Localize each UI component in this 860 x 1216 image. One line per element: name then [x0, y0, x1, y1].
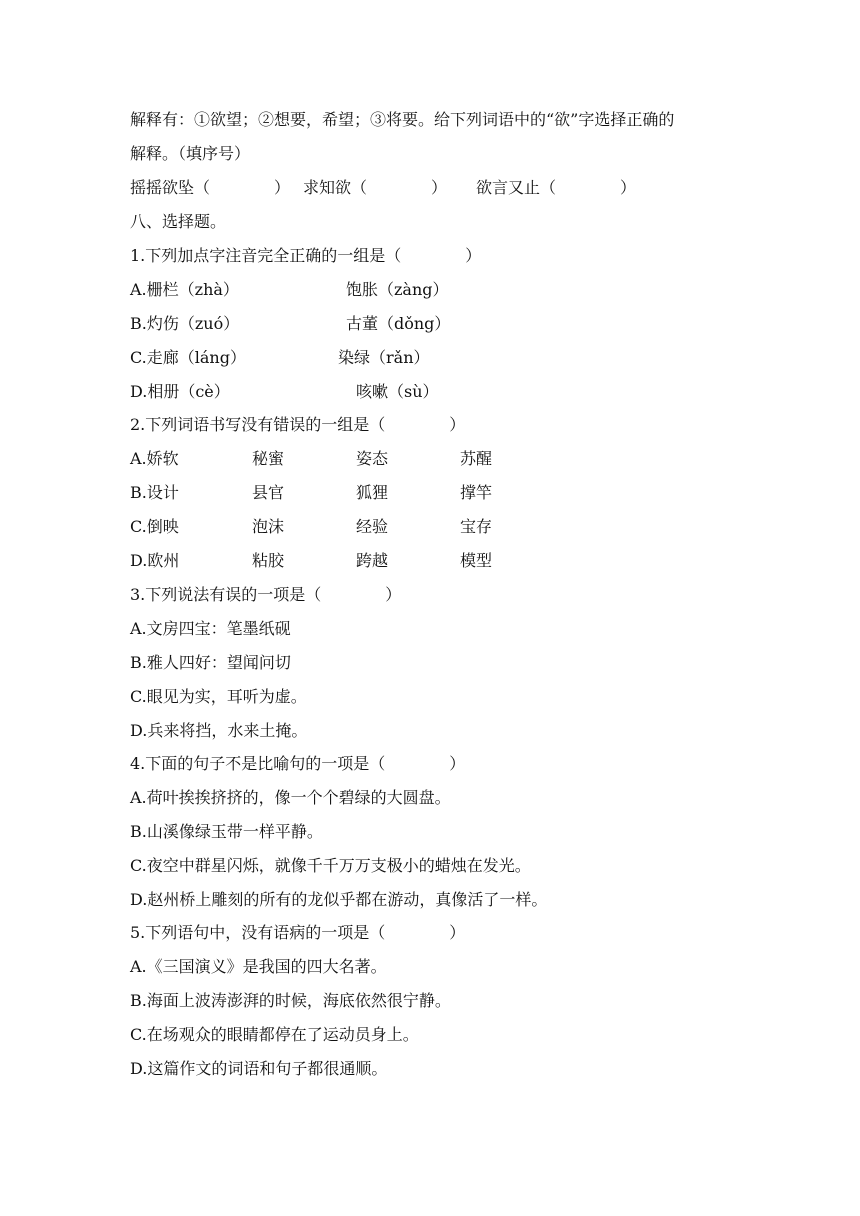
option-text: D.相册（cè） — [130, 382, 230, 401]
question-2-stem: 2.下列词语书写没有错误的一组是（ ） — [130, 415, 466, 434]
question-3-option-a: A.文房四宝：笔墨纸砚 — [130, 619, 291, 638]
option-text: 古董（dǒng） — [346, 314, 451, 333]
option-word: 狐狸 — [356, 483, 389, 502]
question-3-option-d: D.兵来将挡，水来土掩。 — [130, 721, 308, 740]
option-text: 咳嗽（sù） — [356, 382, 439, 401]
intro-item-1: 摇摇欲坠（ ） — [130, 178, 291, 197]
option-word: 秘蜜 — [252, 449, 285, 468]
option-word: 粘胶 — [252, 551, 285, 570]
question-5-option-b: B.海面上波涛澎湃的时候，海底依然很宁静。 — [130, 991, 451, 1010]
option-word: 跨越 — [356, 551, 389, 570]
intro-item-2: 求知欲（ ） — [303, 178, 448, 197]
option-text: C.倒映 — [130, 517, 179, 536]
question-3-stem: 3.下列说法有误的一项是（ ） — [130, 585, 402, 604]
option-text: A.娇软 — [130, 449, 179, 468]
question-5-option-a: A.《三国演义》是我国的四大名著。 — [130, 957, 387, 976]
option-word: 模型 — [460, 551, 493, 570]
question-4-option-b: B.山溪像绿玉带一样平静。 — [130, 822, 323, 841]
intro-line-2: 解释。（填序号） — [130, 144, 251, 163]
option-word: 县官 — [252, 483, 285, 502]
option-text: A.栅栏（zhà） — [130, 280, 239, 299]
option-word: 泡沫 — [252, 517, 285, 536]
option-word: 撑竿 — [460, 483, 493, 502]
option-word: 姿态 — [356, 449, 389, 468]
intro-item-3: 欲言又止（ ） — [476, 178, 637, 197]
question-3-option-b: B.雅人四好：望闻问切 — [130, 653, 291, 672]
option-text: 饱胀（zàng） — [346, 280, 449, 299]
question-5-option-d: D.这篇作文的词语和句子都很通顺。 — [130, 1059, 388, 1078]
option-text: D.欧州 — [130, 551, 180, 570]
option-word: 苏醒 — [460, 449, 493, 468]
question-4-option-c: C.夜空中群星闪烁，就像千千万万支极小的蜡烛在发光。 — [130, 856, 531, 875]
question-4-option-a: A.荷叶挨挨挤挤的，像一个个碧绿的大圆盘。 — [130, 788, 451, 807]
option-text: B.灼伤（zuó） — [130, 314, 240, 333]
option-text: 染绿（rǎn） — [338, 348, 430, 367]
question-3-option-c: C.眼见为实，耳听为虚。 — [130, 687, 307, 706]
question-5-option-c: C.在场观众的眼睛都停在了运动员身上。 — [130, 1025, 419, 1044]
question-1-stem: 1.下列加点字注音完全正确的一组是（ ） — [130, 246, 482, 265]
intro-line-1: 解释有：①欲望；②想要，希望；③将要。给下列词语中的“欲”字选择正确的 — [130, 110, 675, 129]
option-text: B.设计 — [130, 483, 179, 502]
option-word: 宝存 — [460, 517, 493, 536]
question-4-option-d: D.赵州桥上雕刻的所有的龙似乎都在游动，真像活了一样。 — [130, 890, 548, 909]
section-title: 八、选择题。 — [130, 212, 227, 231]
option-text: C.走廊（láng） — [130, 348, 246, 367]
question-5-stem: 5.下列语句中，没有语病的一项是（ ） — [130, 923, 466, 942]
option-word: 经验 — [356, 517, 389, 536]
question-4-stem: 4.下面的句子不是比喻句的一项是（ ） — [130, 754, 466, 773]
